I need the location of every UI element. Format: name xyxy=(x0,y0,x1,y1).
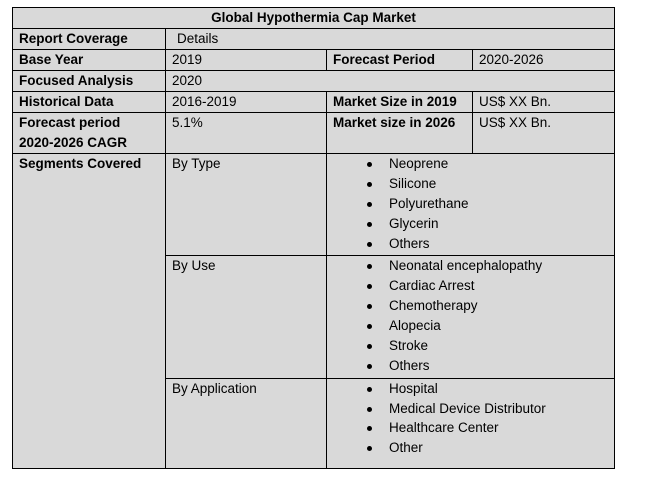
list-item: Chemotherapy xyxy=(367,296,608,316)
table-title: Global Hypothermia Cap Market xyxy=(13,8,615,29)
focused-analysis-label: Focused Analysis xyxy=(13,71,166,92)
base-year-label: Base Year xyxy=(13,50,166,71)
segment-items-cell xyxy=(327,154,615,256)
list-item: Glycerin xyxy=(367,214,608,234)
report-table xyxy=(12,7,615,469)
forecast-cagr-label-line2: 2020-2026 CAGR xyxy=(19,135,128,150)
forecast-cagr-label xyxy=(13,113,166,154)
segments-covered-label: Segments Covered xyxy=(13,154,166,469)
list-item: Healthcare Center xyxy=(367,418,608,438)
segment-list xyxy=(333,379,608,457)
table-row xyxy=(13,71,615,92)
segment-items-cell xyxy=(327,256,615,379)
focused-analysis-value: 2020 xyxy=(166,71,615,92)
market-size-2026-label: Market size in 2026 xyxy=(327,113,473,154)
list-item: Others xyxy=(367,356,608,376)
table-row xyxy=(13,29,615,50)
segment-list xyxy=(333,154,608,254)
forecast-period-label: Forecast Period xyxy=(327,50,473,71)
market-size-2019-value: US$ XX Bn. xyxy=(473,92,615,113)
list-item: Others xyxy=(367,234,608,254)
segment-list xyxy=(333,256,608,376)
forecast-cagr-value: 5.1% xyxy=(166,113,327,154)
market-size-2019-label: Market Size in 2019 xyxy=(327,92,473,113)
list-item: Other xyxy=(367,438,608,458)
title-row xyxy=(13,8,615,29)
segment-items-cell xyxy=(327,379,615,469)
list-item: Neoprene xyxy=(367,154,608,174)
segment-row xyxy=(13,154,615,256)
table-row xyxy=(13,113,615,154)
market-size-2026-value: US$ XX Bn. xyxy=(473,113,615,154)
report-coverage-label: Report Coverage xyxy=(13,29,166,50)
table-row xyxy=(13,92,615,113)
segment-group-name: By Type xyxy=(166,154,327,256)
list-item: Cardiac Arrest xyxy=(367,276,608,296)
report-coverage-value: Details xyxy=(166,29,615,50)
base-year-value: 2019 xyxy=(166,50,327,71)
segment-group-name: By Use xyxy=(166,256,327,379)
list-item: Neonatal encephalopathy xyxy=(367,256,608,276)
forecast-period-value: 2020-2026 xyxy=(473,50,615,71)
list-item: Medical Device Distributor xyxy=(367,399,608,419)
list-item: Stroke xyxy=(367,336,608,356)
historical-data-value: 2016-2019 xyxy=(166,92,327,113)
historical-data-label: Historical Data xyxy=(13,92,166,113)
forecast-cagr-label-line1: Forecast period xyxy=(19,115,121,130)
list-item: Silicone xyxy=(367,174,608,194)
list-item: Polyurethane xyxy=(367,194,608,214)
list-item: Hospital xyxy=(367,379,608,399)
table-row xyxy=(13,50,615,71)
list-item: Alopecia xyxy=(367,316,608,336)
segment-group-name: By Application xyxy=(166,379,327,469)
